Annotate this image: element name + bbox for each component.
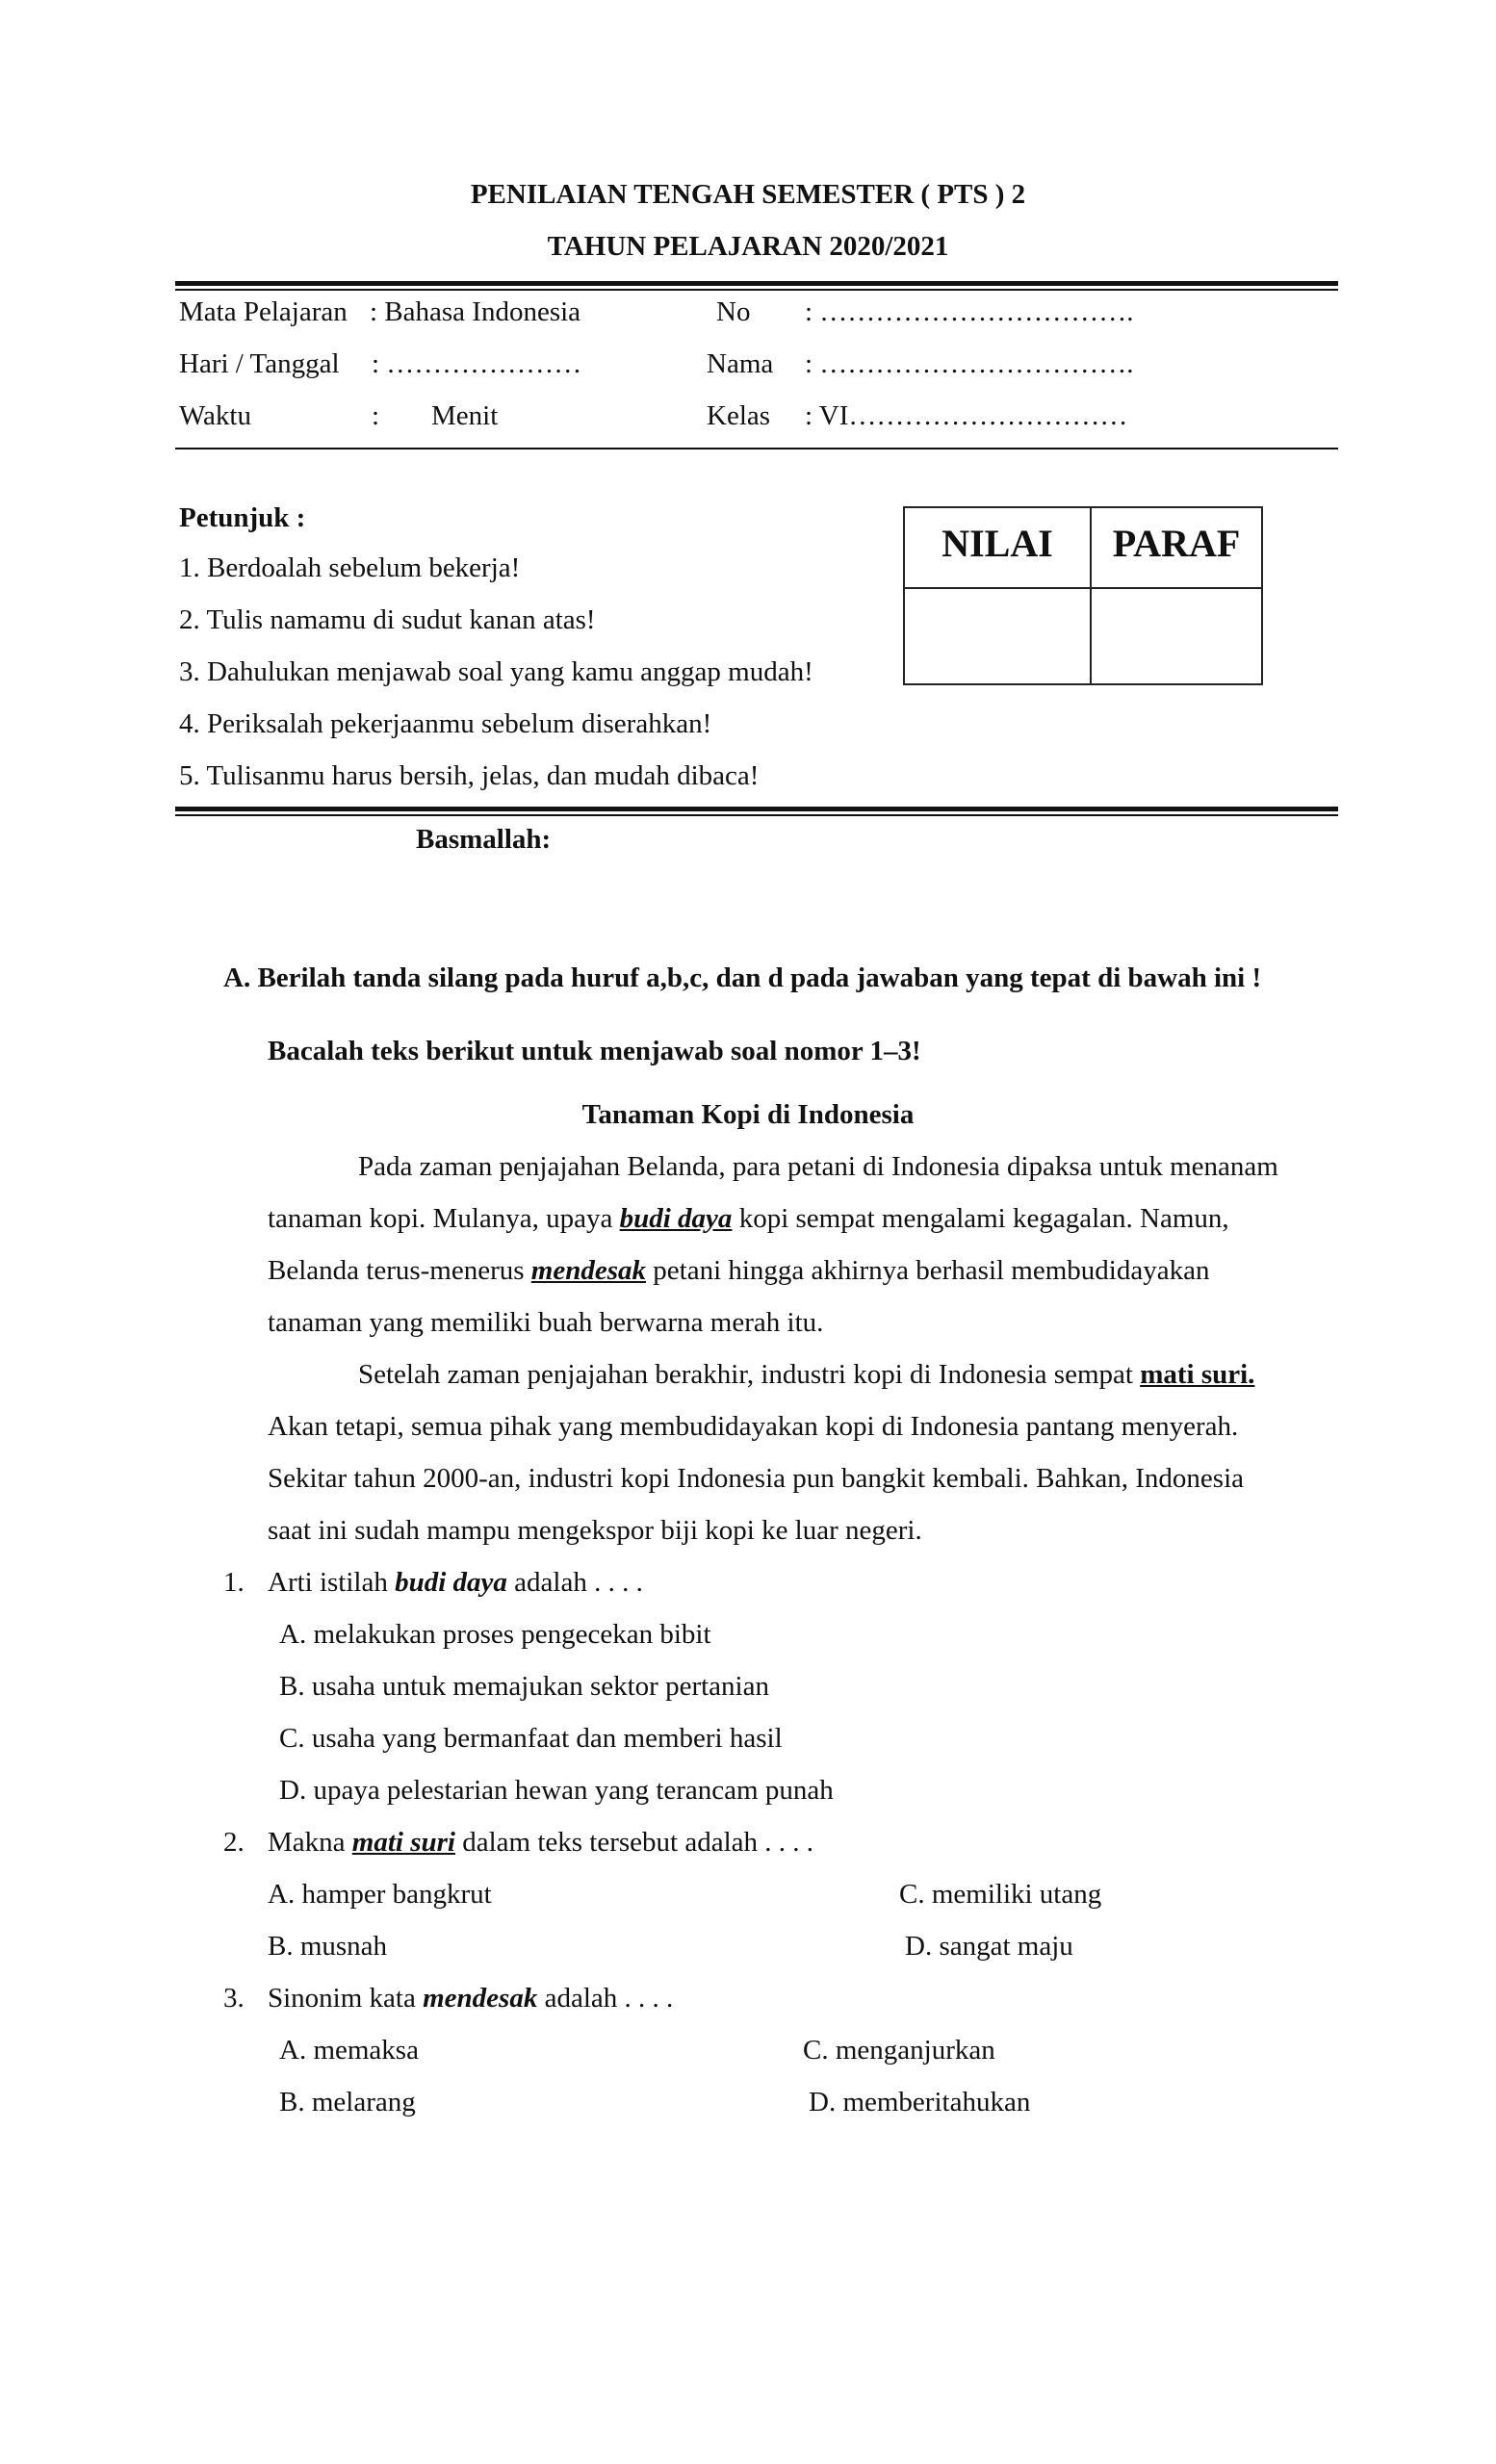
q1-option-c[interactable]: C. usaha yang bermanfaat dan memberi hasil bbox=[279, 1723, 783, 1754]
passage-line: Setelah zaman penjajahan berakhir, industri kopi di Indonesia sempat mati suri. bbox=[358, 1359, 1255, 1390]
nilai-cell[interactable] bbox=[904, 588, 1091, 684]
passage-line: Akan tetapi, semua pihak yang membudidayakan kopi di Indonesia pantang menyerah. bbox=[268, 1411, 1239, 1442]
no-label: No bbox=[716, 296, 751, 327]
no-field[interactable]: : ……………………………. bbox=[805, 296, 1134, 327]
section-a-instruction: A. Berilah tanda silang pada huruf a,b,c, dan d pada jawaban yang tepat di bawah ini ! bbox=[223, 962, 1262, 993]
keyword-mendesak: mendesak bbox=[530, 1255, 647, 1286]
q3-option-b[interactable]: B. melarang bbox=[279, 2087, 416, 2118]
section-rule-thin bbox=[175, 814, 1338, 816]
q3-option-c[interactable]: C. menganjurkan bbox=[803, 2035, 995, 2066]
petunjuk-heading: Petunjuk : bbox=[179, 502, 306, 533]
q3-option-a[interactable]: A. memaksa bbox=[279, 2035, 419, 2066]
keyword-budi-daya: budi daya bbox=[619, 1203, 733, 1234]
paraf-cell[interactable] bbox=[1091, 588, 1262, 684]
score-box bbox=[903, 506, 1263, 685]
petunjuk-item: 5. Tulisanmu harus bersih, jelas, dan mudah dibaca! bbox=[179, 760, 760, 791]
question-2-number: 2. bbox=[223, 1827, 245, 1858]
paraf-header: PARAF bbox=[1091, 507, 1262, 588]
passage-line: Pada zaman penjajahan Belanda, para petani di Indonesia dipaksa untuk menanam bbox=[358, 1151, 1278, 1182]
q3-option-d[interactable]: D. memberitahukan bbox=[809, 2087, 1031, 2118]
q2-option-d[interactable]: D. sangat maju bbox=[905, 1931, 1073, 1962]
q1-option-b[interactable]: B. usaha untuk memajukan sektor pertanian bbox=[279, 1671, 769, 1702]
q2-option-a[interactable]: A. hamper bangkrut bbox=[268, 1879, 492, 1910]
q2-option-b[interactable]: B. musnah bbox=[268, 1931, 388, 1962]
nama-label: Nama bbox=[707, 348, 774, 379]
mata-pelajaran-label: Mata Pelajaran bbox=[179, 296, 348, 327]
question-1-stem: Arti istilah budi daya adalah . . . . bbox=[268, 1567, 643, 1598]
mata-pelajaran-value: : Bahasa Indonesia bbox=[370, 296, 581, 327]
q1-option-d[interactable]: D. upaya pelestarian hewan yang terancam punah bbox=[279, 1775, 834, 1806]
kelas-label: Kelas bbox=[707, 400, 771, 431]
hari-tanggal-label: Hari / Tanggal bbox=[179, 348, 340, 379]
petunjuk-item: 3. Dahulukan menjawab soal yang kamu anggap mudah! bbox=[179, 656, 813, 687]
passage-line: Sekitar tahun 2000-an, industri kopi Indonesia pun bangkit kembali. Bahkan, Indonesia bbox=[268, 1463, 1244, 1494]
section-rule-thick bbox=[175, 807, 1338, 811]
petunjuk-item: 2. Tulis namamu di sudut kanan atas! bbox=[179, 604, 596, 635]
question-1-number: 1. bbox=[223, 1567, 245, 1598]
q2-option-c[interactable]: C. memiliki utang bbox=[899, 1879, 1102, 1910]
waktu-colon: : bbox=[372, 400, 380, 431]
reading-prompt: Bacalah teks berikut untuk menjawab soal nomor 1–3! bbox=[268, 1036, 921, 1066]
passage-line: saat ini sudah mampu mengekspor biji kopi ke luar negeri. bbox=[268, 1515, 922, 1546]
exam-title: PENILAIAN TENGAH SEMESTER ( PTS ) 2 bbox=[470, 179, 1026, 210]
question-3-number: 3. bbox=[223, 1983, 245, 2014]
passage-title: Tanaman Kopi di Indonesia bbox=[581, 1099, 915, 1130]
q1-option-a[interactable]: A. melakukan proses pengecekan bibit bbox=[279, 1619, 711, 1650]
passage-line: tanaman yang memiliki buah berwarna merah itu. bbox=[268, 1307, 824, 1338]
nilai-header: NILAI bbox=[904, 507, 1091, 588]
petunjuk-item: 1. Berdoalah sebelum bekerja! bbox=[179, 552, 521, 583]
question-3-stem: Sinonim kata mendesak adalah . . . . bbox=[268, 1983, 674, 2014]
nama-field[interactable]: : ……………………………. bbox=[805, 348, 1134, 379]
passage-line: tanaman kopi. Mulanya, upaya budi daya kopi sempat mengalami kegagalan. Namun, bbox=[268, 1203, 1229, 1234]
waktu-value: Menit bbox=[431, 400, 499, 431]
keyword-mati-suri: mati suri. bbox=[1140, 1359, 1255, 1390]
petunjuk-item: 4. Periksalah pekerjaanmu sebelum diserahkan! bbox=[179, 708, 712, 739]
kelas-field[interactable]: : VI………………………… bbox=[805, 400, 1128, 431]
academic-year-title: TAHUN PELAJARAN 2020/2021 bbox=[547, 231, 949, 262]
top-rule-thick bbox=[175, 281, 1338, 286]
hari-tanggal-field[interactable]: : ………………… bbox=[372, 348, 582, 379]
info-bottom-rule bbox=[175, 448, 1338, 449]
question-2-stem: Makna mati suri dalam teks tersebut adalah . . . . bbox=[268, 1827, 814, 1858]
passage-line: Belanda terus-menerus mendesak petani hingga akhirnya berhasil membudidayakan bbox=[268, 1255, 1210, 1286]
top-rule-thin bbox=[175, 289, 1338, 291]
waktu-label: Waktu bbox=[179, 400, 251, 431]
basmallah-label: Basmallah: bbox=[416, 824, 552, 855]
